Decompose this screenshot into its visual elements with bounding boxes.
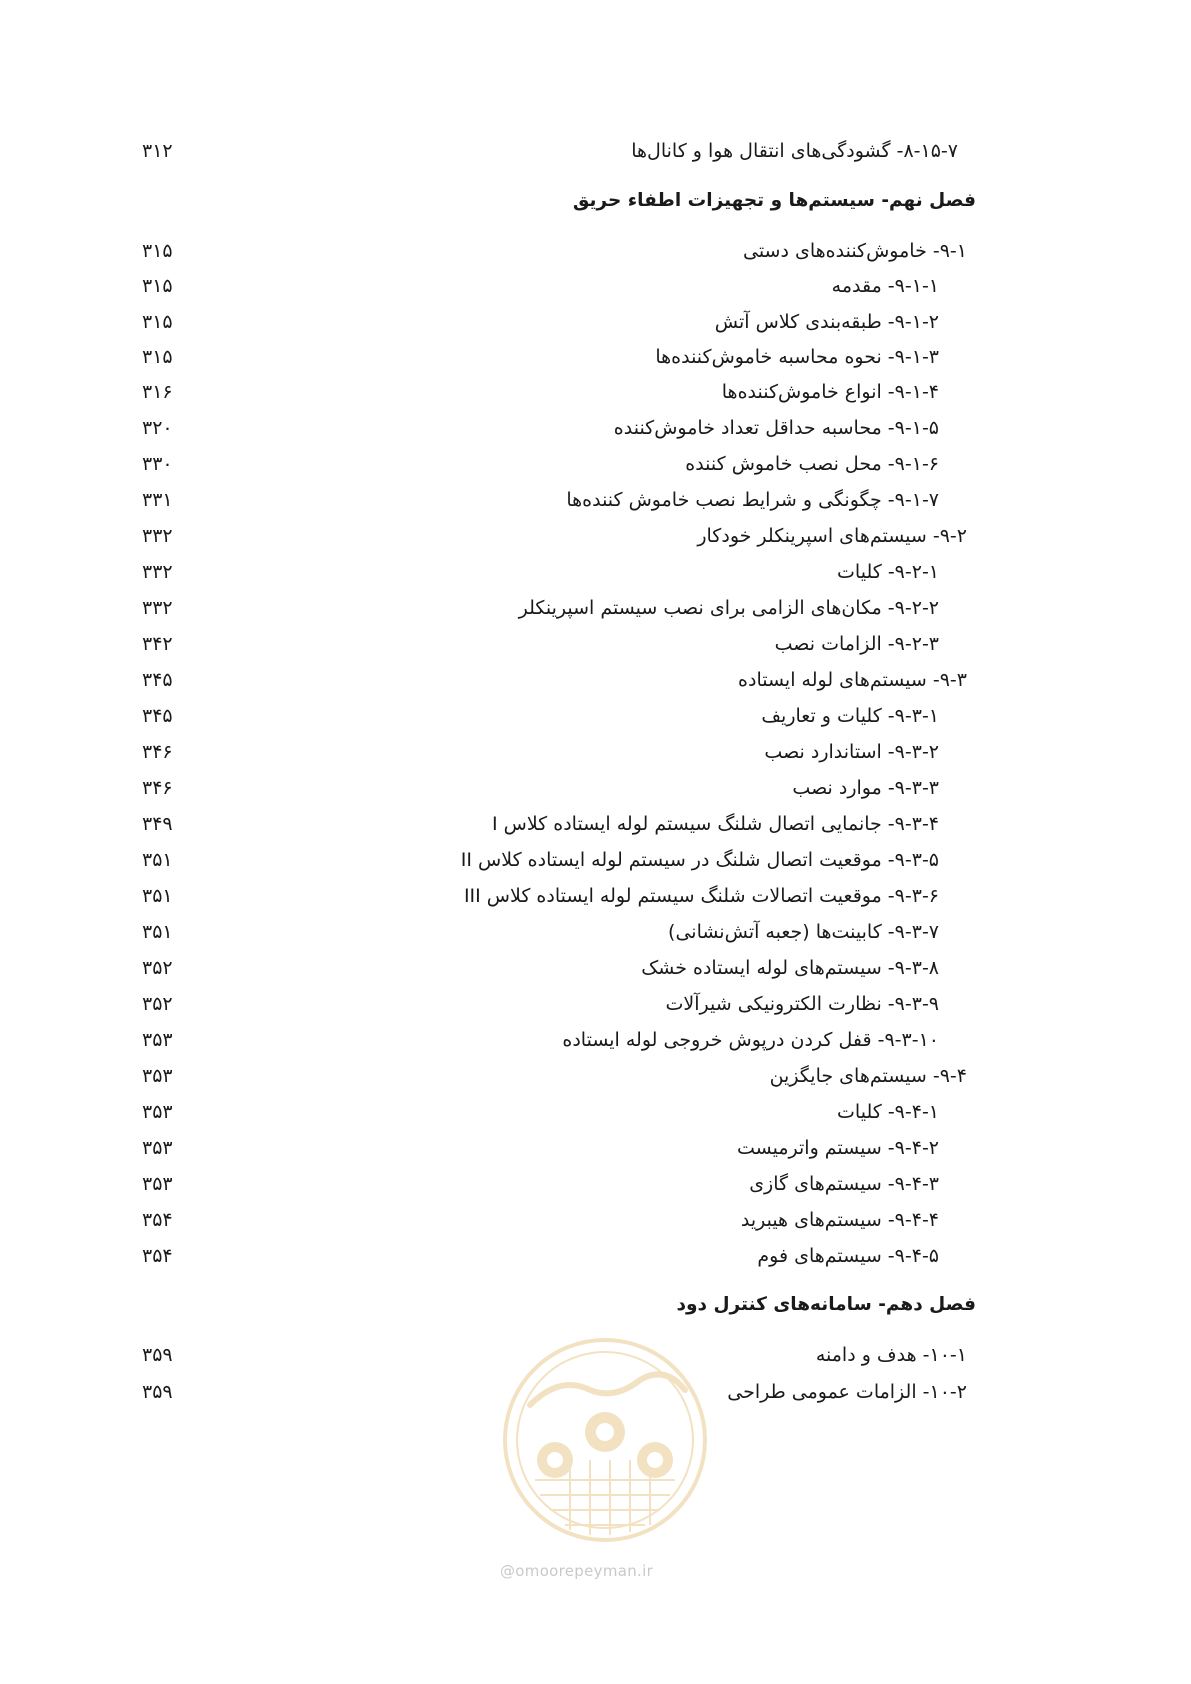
toc-entry	[0, 339, 1191, 375]
toc-entry-page: ۳۴۹	[142, 813, 173, 835]
toc-entry-page: ۳۴۶	[142, 777, 173, 799]
toc-entry	[0, 1238, 1191, 1274]
toc-entry-title: ۹-۴-۳- سیستم‌های گازی	[749, 1173, 939, 1195]
toc-entry	[0, 304, 1191, 340]
toc-entry-page: ۳۵۹	[142, 1344, 173, 1366]
toc-entry	[0, 374, 1191, 410]
toc-entry-title: ۹-۳-۵- موقعیت اتصال شلنگ در سیستم لوله ایستاده کلاس II	[460, 849, 939, 871]
toc-entry	[0, 1022, 1191, 1058]
toc-entry	[0, 950, 1191, 986]
toc-entry	[0, 770, 1191, 806]
toc-entry-page: ۳۵۳	[142, 1065, 173, 1087]
toc-entry-title: ۹-۳-۱۰- قفل کردن درپوش خروجی لوله ایستاده	[562, 1029, 939, 1051]
toc-entry-title: ۹-۲- سیستم‌های اسپرینکلر خودکار	[697, 525, 967, 547]
toc-entry-page: ۳۱۵	[142, 346, 173, 368]
toc-entry-title: ۹-۳-۲- استاندارد نصب	[764, 741, 939, 763]
toc-entry-title: ۹-۳- سیستم‌های لوله ایستاده	[738, 669, 967, 691]
toc-entry-page: ۳۵۱	[142, 885, 173, 907]
toc-entry-page: ۳۳۱	[142, 489, 173, 511]
toc-entry-title: ۹-۳-۸- سیستم‌های لوله ایستاده خشک	[641, 957, 939, 979]
toc-entry-page: ۳۵۳	[142, 1137, 173, 1159]
toc-entry-title: ۹-۴-۱- کلیات	[837, 1101, 939, 1123]
toc-entry-page: ۳۵۳	[142, 1173, 173, 1195]
toc-entry-page: ۳۵۴	[142, 1245, 173, 1267]
toc-entry-title: ۹-۳-۷- کابینت‌ها (جعبه آتش‌نشانی)	[668, 921, 939, 943]
toc-entry-title: ۹-۱-۲- طبقه‌بندی کلاس آتش	[714, 311, 939, 333]
toc-entry	[0, 133, 1191, 169]
toc-entry	[0, 1058, 1191, 1094]
toc-entry	[0, 410, 1191, 446]
toc-entry-page: ۳۳۲	[142, 525, 173, 547]
toc-entry-page: ۳۵۹	[142, 1381, 173, 1403]
toc-entry-title: ۹-۴-۴- سیستم‌های هیبرید	[740, 1209, 939, 1231]
toc-entry-title: ۹-۴-۲- سیستم واترمیست	[737, 1137, 939, 1159]
toc-entry-page: ۳۱۶	[142, 381, 173, 403]
toc-entry-title: ۹-۱-۳- نحوه محاسبه خاموش‌کننده‌ها	[655, 346, 939, 368]
toc-entry	[0, 842, 1191, 878]
toc-entry-title: ۹-۳-۶- موقعیت اتصالات شلنگ سیستم لوله ایستاده کلاس III	[463, 885, 939, 907]
toc-entry-title: ۹-۴-۵- سیستم‌های فوم	[757, 1245, 939, 1267]
toc-entry	[0, 626, 1191, 662]
toc-entry-title: ۹-۱-۵- محاسبه حداقل تعداد خاموش‌کننده	[613, 417, 939, 439]
toc-entry-title: ۹-۱-۱- مقدمه	[831, 275, 939, 297]
toc-entry-title: ۹-۳-۳- موارد نصب	[792, 777, 939, 799]
toc-entry-page: ۳۳۲	[142, 561, 173, 583]
toc-entry-page: ۳۴۵	[142, 705, 173, 727]
toc-entry	[0, 986, 1191, 1022]
toc-entry	[0, 1130, 1191, 1166]
toc-entry-title: ۹-۱- خاموش‌کننده‌های دستی	[742, 240, 967, 262]
toc-entry-page: ۳۱۵	[142, 275, 173, 297]
toc-entry	[0, 1166, 1191, 1202]
toc-entry	[0, 662, 1191, 698]
watermark-site: @omoorepeyman.ir	[500, 1562, 654, 1580]
toc-entry	[0, 734, 1191, 770]
toc-entry-page: ۳۴۲	[142, 633, 173, 655]
toc-entry-page: ۳۱۵	[142, 240, 173, 262]
toc-entry-page: ۳۵۲	[142, 993, 173, 1015]
toc-entry	[0, 446, 1191, 482]
toc-entry	[0, 878, 1191, 914]
chapter-title: فصل نهم- سیستم‌ها و تجهیزات اطفاء حریق	[572, 190, 976, 211]
toc-entry-title: ۹-۲-۱- کلیات	[837, 561, 939, 583]
toc-entry-title: ۹-۱-۶- محل نصب خاموش کننده	[685, 453, 939, 475]
toc-entry	[0, 806, 1191, 842]
toc-entry-title: ۹-۲-۲- مکان‌های الزامی برای نصب سیستم اسپرینکلر	[518, 597, 939, 619]
toc-entry	[0, 554, 1191, 590]
toc-entry	[0, 590, 1191, 626]
toc-entry-title: ۹-۱-۷- چگونگی و شرایط نصب خاموش کننده‌ها	[566, 489, 939, 511]
toc-entry-title: ۹-۳-۹- نظارت الکترونیکی شیرآلات	[665, 993, 939, 1015]
toc-entry	[0, 914, 1191, 950]
toc-entry-page: ۳۵۲	[142, 957, 173, 979]
toc-entry-title: ۹-۳-۴- جانمایی اتصال شلنگ سیستم لوله ایستاده کلاس I	[491, 813, 939, 835]
toc-entry-page: ۳۵۱	[142, 921, 173, 943]
toc-entry-page: ۳۱۵	[142, 311, 173, 333]
toc-entry-title: ۹-۳-۱- کلیات و تعاریف	[761, 705, 939, 727]
toc-entry-page: ۳۳۰	[142, 453, 173, 475]
toc-entry-page: ۳۱۲	[142, 140, 173, 162]
toc-entry-page: ۳۲۰	[142, 417, 173, 439]
toc-entry	[0, 268, 1191, 304]
toc-entry	[0, 518, 1191, 554]
toc-entry-page: ۳۴۵	[142, 669, 173, 691]
toc-entry-page: ۳۴۶	[142, 741, 173, 763]
toc-entry-page: ۳۵۳	[142, 1101, 173, 1123]
toc-entry-title: ۸-۱۵-۷- گشودگی‌های انتقال هوا و کانال‌ها	[631, 140, 958, 162]
toc-entry-page: ۳۵۴	[142, 1209, 173, 1231]
chapter-heading	[0, 183, 1191, 219]
toc-entry-title: ۱۰-۲- الزامات عمومی طراحی	[727, 1381, 967, 1403]
toc-entry	[0, 698, 1191, 734]
toc-entry-title: ۹-۱-۴- انواع خاموش‌کننده‌ها	[721, 381, 939, 403]
toc-entry-page: ۳۳۲	[142, 597, 173, 619]
watermark-logo-icon	[490, 1320, 720, 1570]
toc-entry-page: ۳۵۱	[142, 849, 173, 871]
chapter-title: فصل دهم- سامانه‌های کنترل دود	[676, 1294, 976, 1315]
toc-entry-title: ۱۰-۱- هدف و دامنه	[815, 1344, 967, 1366]
toc-entry-page: ۳۵۳	[142, 1029, 173, 1051]
toc-entry-title: ۹-۲-۳- الزامات نصب	[774, 633, 939, 655]
toc-entry	[0, 233, 1191, 269]
chapter-heading	[0, 1287, 1191, 1323]
toc-entry	[0, 1202, 1191, 1238]
toc-entry	[0, 482, 1191, 518]
toc-entry-title: ۹-۴- سیستم‌های جایگزین	[769, 1065, 967, 1087]
toc-entry	[0, 1094, 1191, 1130]
